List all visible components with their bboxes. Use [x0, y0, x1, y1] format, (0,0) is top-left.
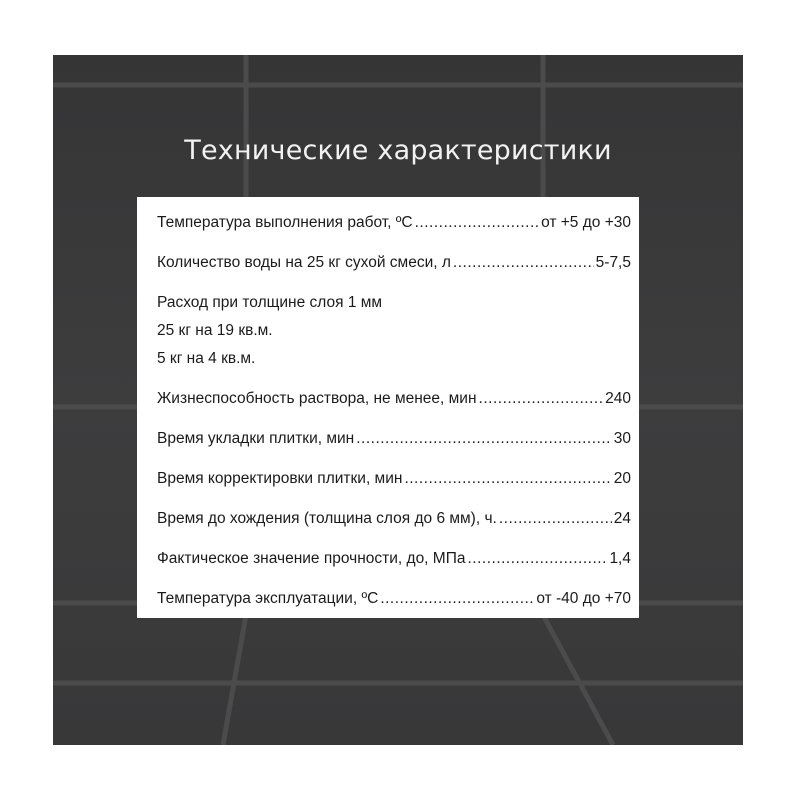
leader-dots: [380, 585, 534, 613]
spec-label: Время укладки плитки, мин: [157, 430, 355, 447]
spec-value: 1,4: [609, 550, 631, 567]
consumption-25kg: 25 кг на 19 кв.м.: [157, 322, 273, 339]
leader-dots: [467, 545, 607, 573]
spec-value: 20: [613, 470, 631, 487]
spec-card: [137, 197, 639, 618]
consumption-heading: Расход при толщине слоя 1 мм: [157, 294, 383, 311]
spec-label: Фактическое значение прочности, до, МПа: [157, 550, 466, 567]
spec-row: [157, 209, 631, 237]
spec-label: Количество воды на 25 кг сухой смеси, л: [157, 254, 451, 271]
spec-value: от -40 до +70: [536, 590, 631, 607]
spec-row: [157, 385, 631, 413]
spec-label: Температура выполнения работ, ºС: [157, 214, 413, 231]
consumption-block: [157, 289, 631, 373]
leader-dots: [499, 505, 612, 533]
spec-value: 24: [613, 510, 631, 527]
spec-label: Температура эксплуатации, ºС: [157, 590, 379, 607]
spec-label: Время корректировки плитки, мин: [157, 470, 403, 487]
spec-row: [157, 465, 631, 493]
spec-row: [157, 249, 631, 277]
spec-value: 5-7,5: [595, 254, 631, 271]
leader-dots: [453, 249, 594, 277]
leader-dots: [415, 209, 539, 237]
page-title: Технические характеристики: [184, 135, 612, 166]
tile-background: [53, 55, 743, 745]
spec-value: от +5 до +30: [541, 214, 631, 231]
spec-value: 30: [613, 430, 631, 447]
spec-row: [157, 545, 631, 573]
spec-row: [157, 505, 631, 533]
spec-label: Жизнеспособность раствора, не менее, мин: [157, 390, 477, 407]
spec-label: Время до хождения (толщина слоя до 6 мм), ч.: [157, 510, 497, 527]
leader-dots: [356, 425, 612, 453]
consumption-5kg: 5 кг на 4 кв.м.: [157, 350, 256, 367]
spec-row: [157, 425, 631, 453]
leader-dots: [404, 465, 611, 493]
spec-value: 240: [605, 390, 631, 407]
spec-row: [157, 585, 631, 613]
leader-dots: [479, 385, 604, 413]
